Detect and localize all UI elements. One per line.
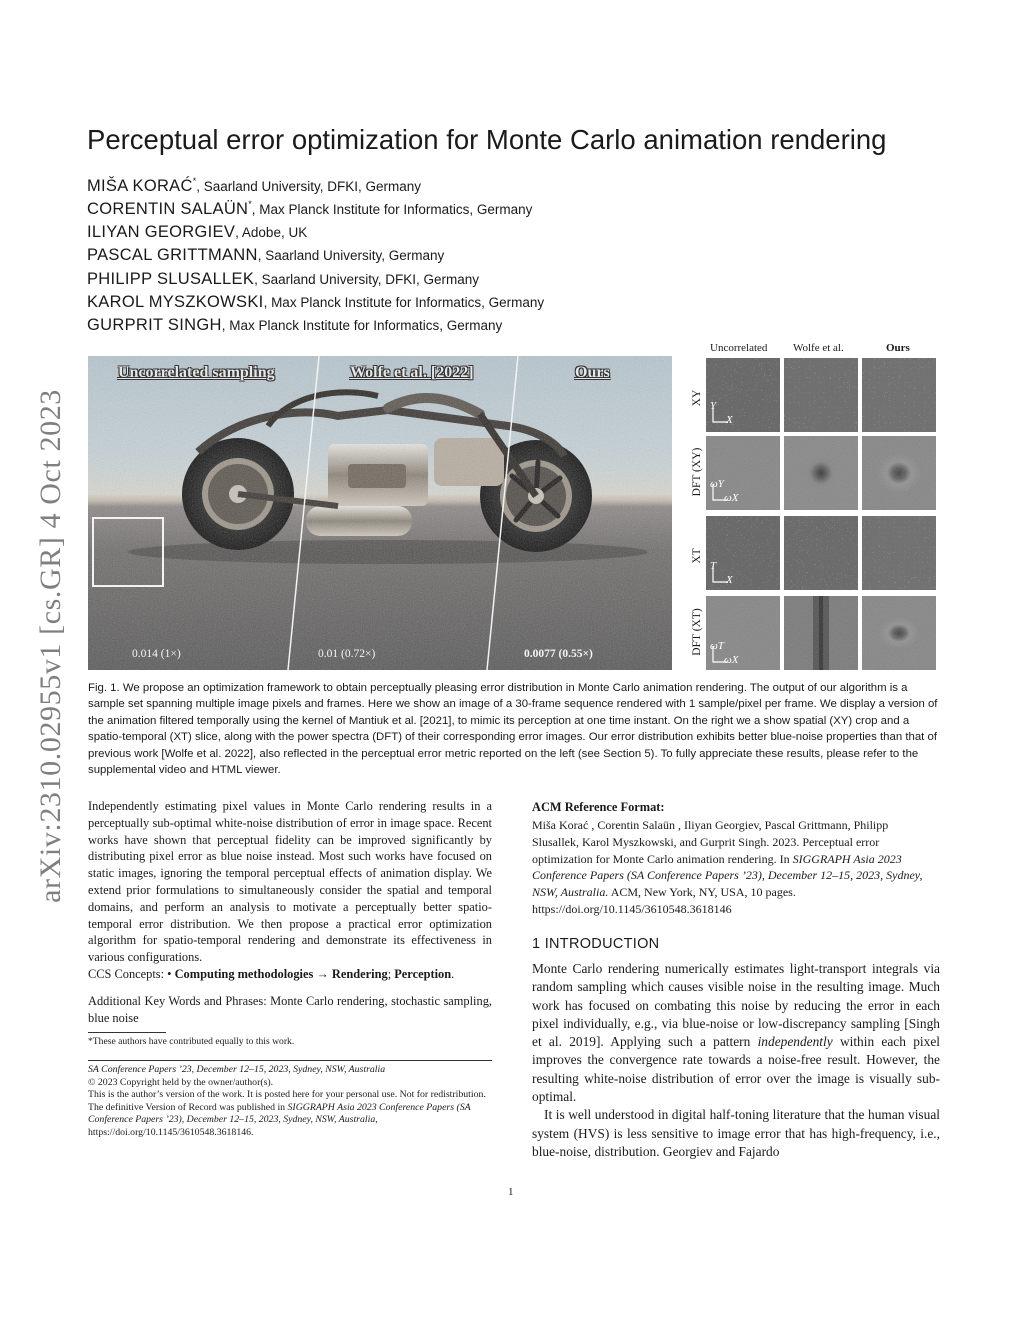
cell-xt-uncorrelated bbox=[706, 516, 780, 590]
cell-dft-xt-uncorrelated bbox=[706, 596, 780, 670]
author-line bbox=[87, 223, 544, 246]
axis-dft-xy-y: ωY bbox=[710, 478, 724, 490]
equal-contribution-mark: * bbox=[248, 199, 252, 210]
intro-paragraph-2: It is well understood in digital half-toning literature that the human visual system (HVS) is less sensitive to image error that has high-frequency, i.e., blue-noise, distribution. Georgiev and Fajardo bbox=[532, 1107, 940, 1159]
keywords: Additional Key Words and Phrases: Monte Carlo rendering, stochastic sampling, blue noise bbox=[88, 994, 492, 1025]
footnote-rule bbox=[88, 1032, 166, 1033]
author-name: PHILIPP SLUSALLEK bbox=[87, 269, 255, 288]
acm-ref-authors: Miša Korać , Corentin Salaün , Iliyan Georgiev, Pascal Grittmann, Philipp Slusallek, Karol Myszkowski, and Gurprit Singh. 2023. Perceptual error optimization for Monte Carlo animation rendering. In bbox=[532, 818, 889, 866]
abstract: Independently estimating pixel values in Monte Carlo rendering results in a perceptually sub-optimal white-noise distribution of error in image space. Recent works have shown that perceptual fidelity can be improved significantly by distributing pixel error as blue noise instead. Most such works have focused on static images, ignoring the temporal perceptual effects of animation display. We extend prior formulations to simultaneously consider the spatial and temporal domains, and perform an analysis to motivate a perceptually better spatio-temporal error distribution. We then propose a practical error optimization algorithm for spatio-temporal rendering and demonstrate its effectiveness in various configurations. bbox=[88, 799, 492, 965]
cell-dft-xy-uncorrelated bbox=[706, 436, 780, 510]
author-line bbox=[87, 199, 544, 222]
cell-dft-xt-wolfe bbox=[784, 596, 858, 670]
col-head-ours: Ours bbox=[886, 342, 910, 354]
axis-dft-xt-t: ωT bbox=[710, 640, 724, 652]
author-affiliation: , Max Planck Institute for Informatics, Germany bbox=[221, 318, 503, 334]
copyright-line: © 2023 Copyright held by the owner/author(s). bbox=[88, 1076, 274, 1088]
author-name: ILIYAN GEORGIEV bbox=[87, 222, 236, 241]
cell-dft-xy-ours bbox=[862, 436, 936, 510]
author-name: CORENTIN SALAÜN bbox=[87, 200, 249, 219]
axis-dft-xy-x: ωX bbox=[724, 492, 739, 504]
ccs-sep: ; bbox=[387, 967, 395, 981]
author-line bbox=[87, 316, 544, 339]
conference-rule bbox=[88, 1060, 492, 1061]
arxiv-stamp bbox=[26, 362, 76, 930]
acm-reference-heading: ACM Reference Format: bbox=[532, 800, 665, 814]
version-notice bbox=[88, 1089, 492, 1139]
section-heading-introduction: 1 INTRODUCTION bbox=[532, 936, 660, 952]
cell-xt-ours bbox=[862, 516, 936, 590]
spectra-grid bbox=[680, 338, 942, 672]
row-label-dft-xy: DFT (XY) bbox=[691, 447, 703, 497]
figure-caption: Fig. 1. We propose an optimization framework to obtain perceptually pleasing error distribution in Monte Carlo animation rendering. The output of our algorithm is a sample set spanning multiple image pixels and frames. Here we show an image of a 30-frame sequence rendered with 1 sample/pixel per frame. We display a version of the animation filtered temporally using the kernel of Mantiuk et al. [2021], to mimic its perception at one time instant. On the right we a show spatial (XY) crop and a spatio-temporal (XT) slice, along with the power spectra (DFT) of their corresponding error images. Our error distribution exhibits better blue-noise properties than that of previous work [Wolfe et al. 2022], also reflected in the perceptual error metric reported on the left (see Section 5). To fully appreciate these results, please refer to the supplemental video and HTML viewer. bbox=[88, 682, 938, 777]
author-name: MIŠA KORAĆ bbox=[87, 177, 193, 195]
error-ours: 0.0077 (0.55×) bbox=[524, 648, 593, 660]
cell-xy-ours bbox=[862, 358, 936, 432]
cell-xt-wolfe bbox=[784, 516, 858, 590]
intro-paragraph-1 bbox=[532, 960, 940, 1106]
col-head-wolfe: Wolfe et al. bbox=[793, 342, 844, 354]
version-notice-doi: , https://doi.org/10.1145/3610548.3618146. bbox=[88, 1114, 378, 1138]
row-label-xt: XT bbox=[691, 548, 703, 564]
author-affiliation: , Saarland University, Germany bbox=[257, 248, 445, 264]
author-affiliation: , Max Planck Institute for Informatics, Germany bbox=[251, 202, 533, 218]
ccs-concept-computing: Computing methodologies bbox=[174, 967, 314, 981]
acm-reference bbox=[532, 817, 938, 918]
ccs-prefix: CCS Concepts: • bbox=[88, 967, 175, 981]
label-uncorrelated: Uncorrelated sampling bbox=[118, 364, 275, 381]
footnote: *These authors have contributed equally to this work. bbox=[88, 1036, 295, 1047]
axis-dft-xt-x: ωX bbox=[724, 654, 739, 666]
version-notice-text: This is the author’s version of the work. It is posted here for your personal use. Not for redistribution. The definitive Version of Record was published in bbox=[88, 1089, 486, 1113]
author-line bbox=[87, 176, 544, 199]
ccs-end: . bbox=[451, 967, 455, 981]
version-notice-venue: SIGGRAPH Asia 2023 Conference Papers (SA Conference Papers ’23), December 12–15, 2023, Sydney, NSW, Australia bbox=[88, 1101, 471, 1126]
acm-ref-doi: ACM, New York, NY, USA, 10 pages. https://doi.org/10.1145/3610548.3618146 bbox=[532, 885, 796, 916]
intro-p1-c: within each pixel improves the convergence rate towards a noise-free result. However, the resulting white-noise distribution of error over the image is visually sub-optimal. bbox=[532, 1034, 940, 1105]
grid-cells bbox=[680, 338, 942, 672]
noise-overlay bbox=[88, 356, 672, 670]
equal-contribution-mark: * bbox=[192, 176, 197, 186]
page-number: 1 bbox=[508, 1186, 514, 1198]
intro-p1-emph: independently bbox=[757, 1034, 833, 1050]
conference-info bbox=[88, 1064, 492, 1140]
author-affiliation: , Max Planck Institute for Informatics, Germany bbox=[263, 294, 545, 310]
author-line bbox=[87, 293, 544, 316]
teaser-figure bbox=[88, 356, 672, 670]
error-wolfe: 0.01 (0.72×) bbox=[318, 648, 376, 660]
col-head-uncorrelated: Uncorrelated bbox=[710, 342, 768, 354]
paper-title: Perceptual error optimization for Monte Carlo animation rendering bbox=[87, 124, 887, 155]
author-affiliation: , Saarland University, DFKI, Germany bbox=[254, 271, 479, 287]
conference-line: SA Conference Papers ’23, December 12–15, 2023, Sydney, NSW, Australia bbox=[88, 1064, 386, 1075]
intro-p1-a: Monte Carlo rendering numerically estimates light-transport integrals via random sampling which causes visible noise in the resulting image. Much work has focused on combating this noise by reducing the error in each pixel individually, e.g., via blue-noise or low-discrepancy sampling [Singh et al. 2019]. Applying such a pattern bbox=[532, 961, 940, 1050]
author-line bbox=[87, 246, 544, 269]
axis-xy-x: X bbox=[726, 414, 733, 426]
cell-dft-xt-ours bbox=[862, 596, 936, 670]
cell-dft-xy-wolfe bbox=[784, 436, 858, 510]
row-label-xy: XY bbox=[691, 389, 703, 407]
author-affiliation: , Saarland University, DFKI, Germany bbox=[196, 179, 422, 194]
cell-xy-uncorrelated bbox=[706, 358, 780, 432]
author-name: KAROL MYSZKOWSKI bbox=[87, 292, 264, 311]
motorcycle-render bbox=[88, 356, 672, 670]
ccs-concept-rendering: Rendering bbox=[331, 967, 388, 981]
label-wolfe: Wolfe et al. [2022] bbox=[350, 364, 474, 381]
author-line bbox=[87, 270, 544, 293]
acm-ref-venue: SIGGRAPH Asia 2023 Conference Papers (SA Conference Papers ’23), December 12–15, 2023, Sydney, NSW, Australia. bbox=[532, 851, 923, 900]
author-affiliation: , Adobe, UK bbox=[235, 224, 308, 240]
cell-xy-wolfe bbox=[784, 358, 858, 432]
axis-xy-y: Y bbox=[710, 400, 717, 412]
axis-xt-x: X bbox=[726, 574, 733, 586]
axis-xt-t: T bbox=[710, 560, 717, 572]
author-name: PASCAL GRITTMANN bbox=[87, 246, 258, 265]
arxiv-id: arXiv:2310.02955v1 [cs.GR] 4 Oct 2023 bbox=[34, 389, 67, 903]
ccs-concept-perception: Perception bbox=[394, 967, 452, 981]
author-list bbox=[87, 176, 544, 340]
error-uncorrelated: 0.014 (1×) bbox=[132, 648, 181, 660]
introduction-body bbox=[532, 960, 940, 1161]
author-name: GURPRIT SINGH bbox=[87, 316, 222, 335]
ccs-concepts bbox=[88, 967, 492, 982]
row-label-dft-xt: DFT (XT) bbox=[691, 608, 703, 656]
label-ours: Ours bbox=[575, 364, 610, 381]
ccs-arrow: → bbox=[313, 967, 332, 981]
